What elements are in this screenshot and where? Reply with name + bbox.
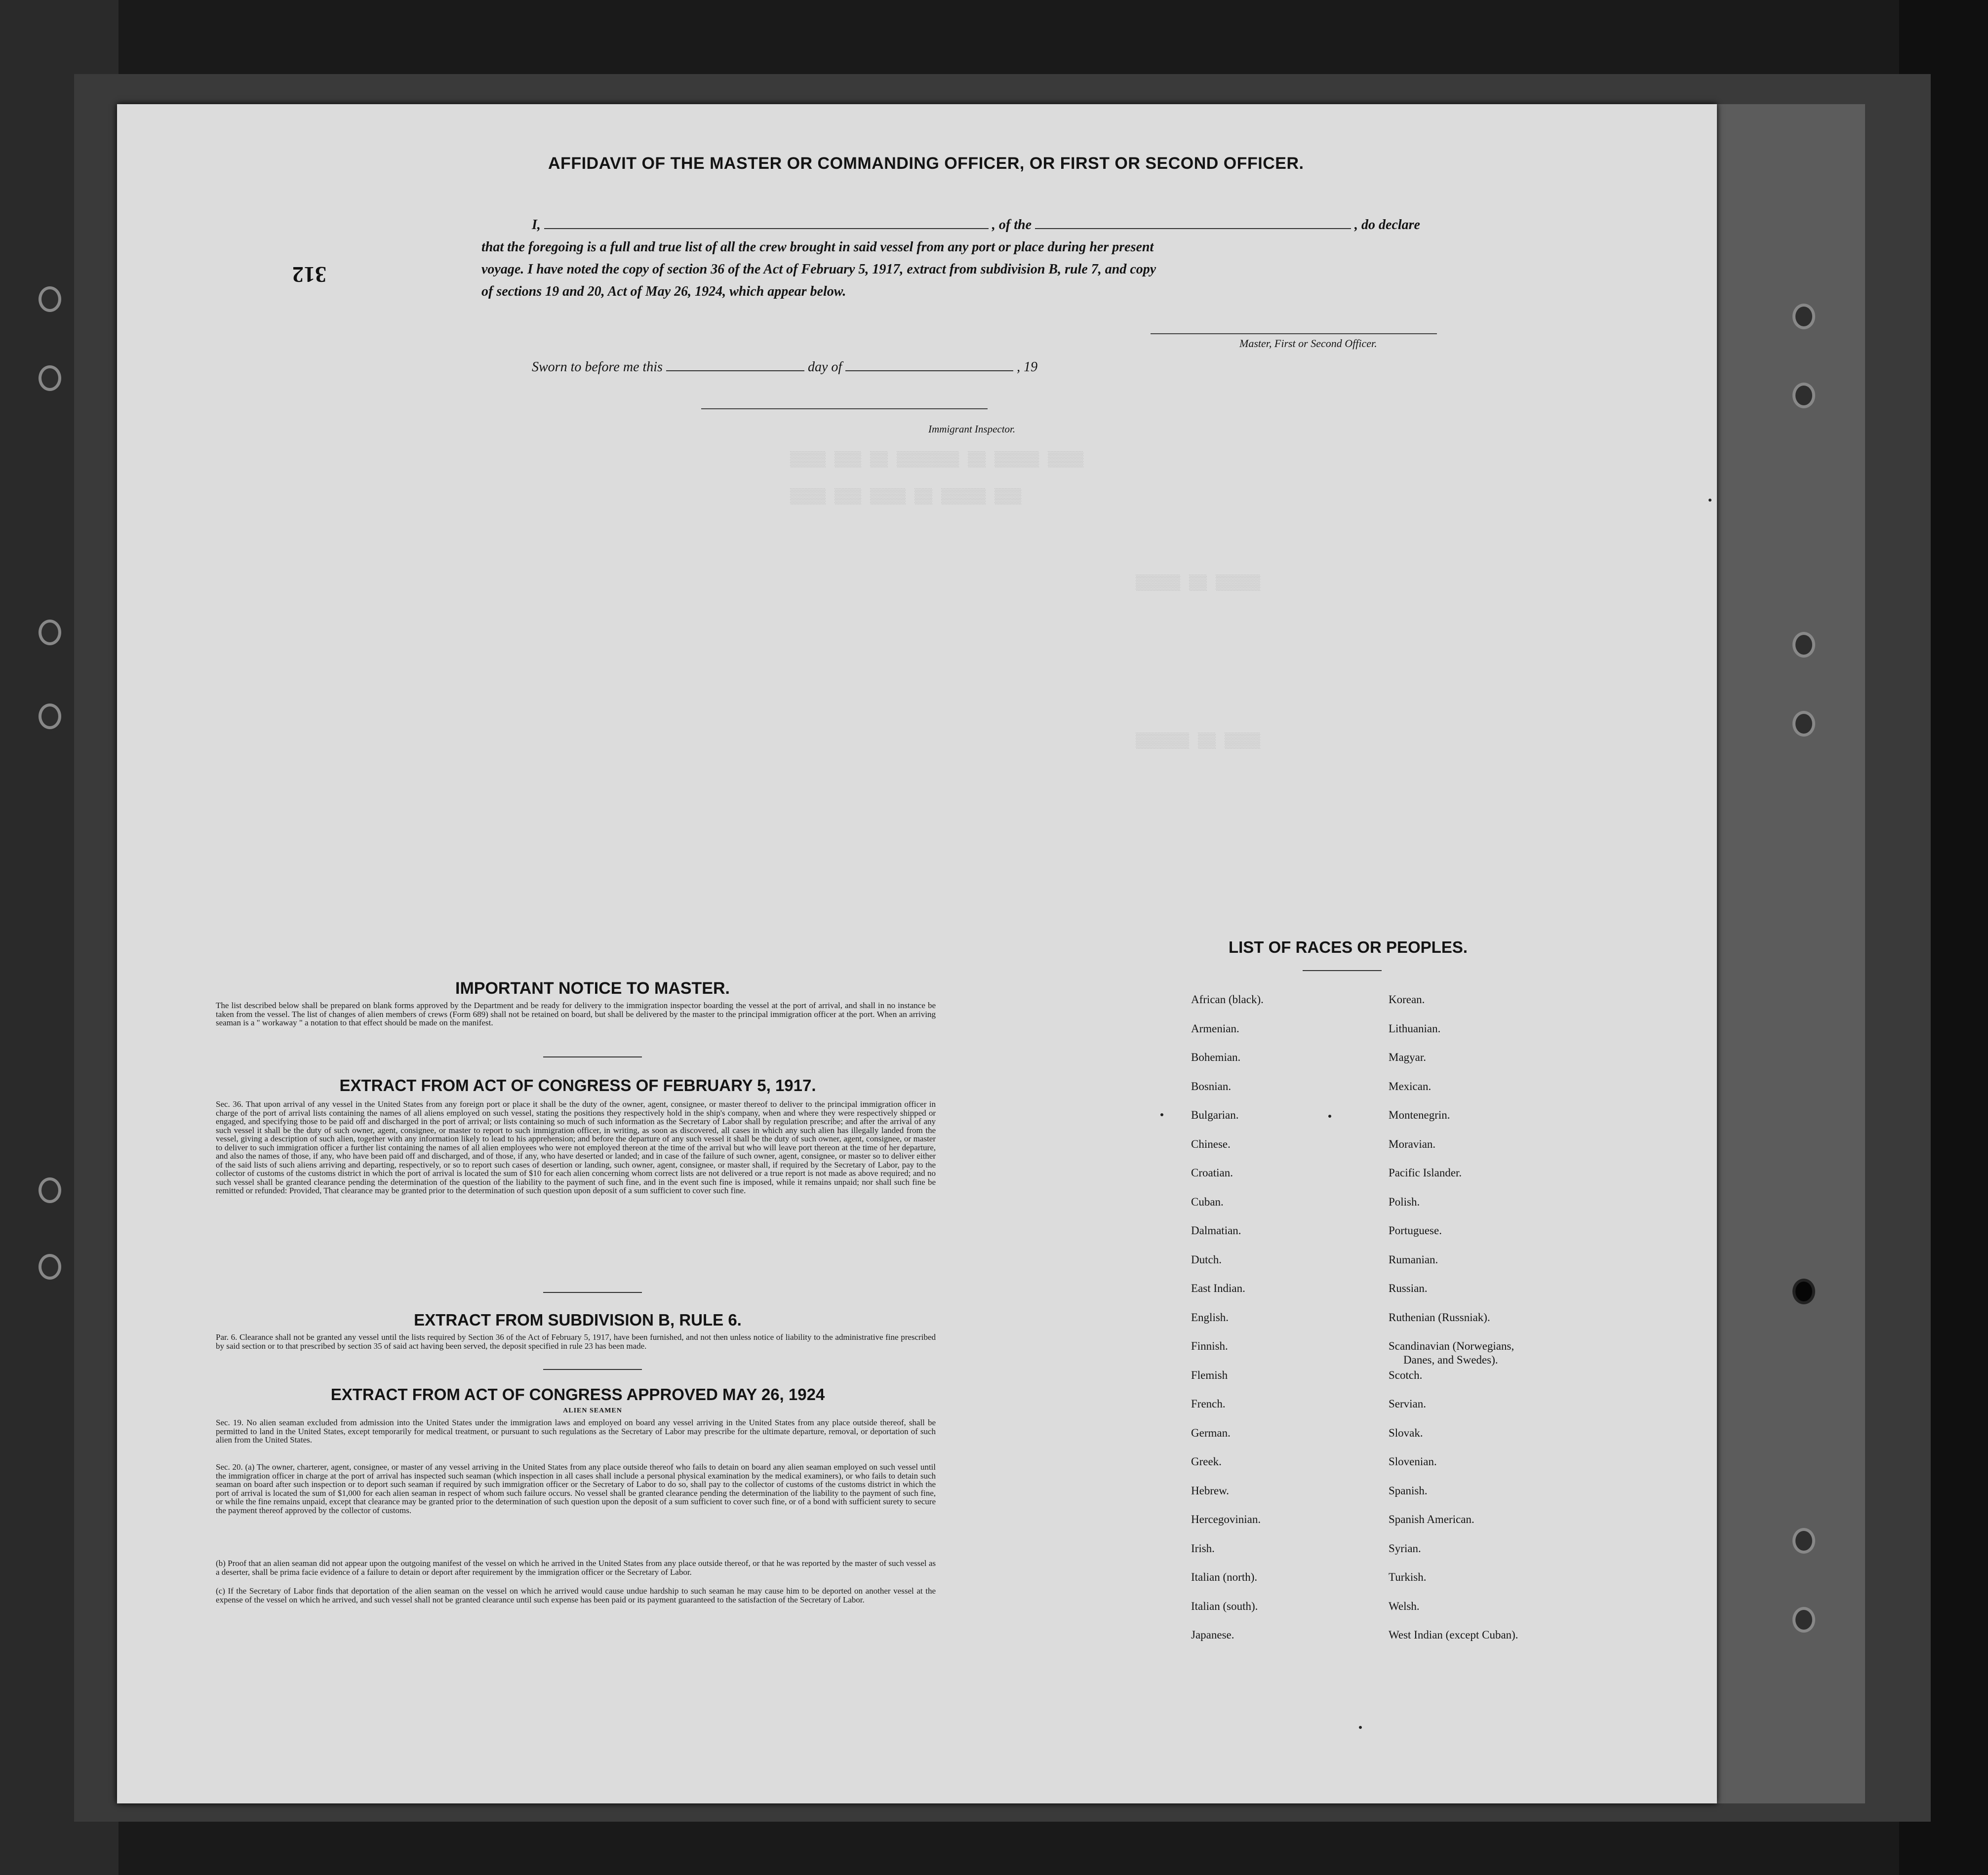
bleed-through-row: ▒▒▒▒ ▒▒ ▒▒▒▒▒▒ xyxy=(1136,733,1261,750)
race-item: Bohemian. xyxy=(1191,1051,1241,1063)
race-item: French. xyxy=(1191,1398,1226,1410)
race-item: Irish. xyxy=(1191,1542,1215,1555)
race-item: Moravian. xyxy=(1389,1137,1436,1150)
races-column-right xyxy=(1389,993,1518,1658)
notice-title: IMPORTANT NOTICE TO MASTER. xyxy=(455,979,730,998)
sworn-year: , 19 xyxy=(1017,359,1038,375)
races-title: LIST OF RACES OR PEOPLES. xyxy=(1228,938,1468,956)
bleed-through-row: ▒▒▒▒▒ ▒▒ ▒▒▒▒▒ xyxy=(1136,575,1261,592)
affidavit-line-3: voyage. I have noted the copy of section 36 of the Act of February 5, 1917, extract from subdivision B, rule 7, and copy xyxy=(481,262,1156,277)
binder-hole-icon xyxy=(1792,1279,1815,1304)
race-item: Welsh. xyxy=(1389,1600,1420,1612)
affidavit-line-1 xyxy=(532,217,1420,233)
binder-hole-icon xyxy=(1792,304,1815,329)
master-signature-line xyxy=(1151,333,1437,334)
race-item: Scandinavian (Norwegians, xyxy=(1389,1340,1514,1352)
binder-hole-icon xyxy=(39,365,61,391)
race-item: English. xyxy=(1191,1311,1229,1324)
race-item: Spanish. xyxy=(1389,1484,1428,1497)
sec-20c-text: (c) If the Secretary of Labor finds that deportation of the alien seaman on the vessel on which he arrived would cause undue hardship to such seaman he may cause him to be deported on another vessel at the expense of the vessel on which he arrived, and such vessel shall not be granted clearance until such expense has been paid or its payment guaranteed to the satisfaction of the Secretary of Labor. xyxy=(216,1586,936,1604)
race-item: Bosnian. xyxy=(1191,1080,1232,1093)
binder-hole-icon xyxy=(1792,1528,1815,1554)
race-item: Lithuanian. xyxy=(1389,1022,1441,1035)
underlying-manifest-edge xyxy=(1717,104,1865,1803)
races-column-left xyxy=(1191,993,1264,1658)
sec-19-text: Sec. 19. No alien seaman excluded from admission into the United States under the immigration laws and employed on board any vessel arriving in the United States from any place outside thereof, shall be permitted to land in the United States, except temporarily for medical treatment, or pursuant to such regulations as the Secretary of Labor may prescribe for the ultimate departure, removal, or deportation of such alien from the United States. xyxy=(216,1418,936,1445)
name-blank xyxy=(544,227,989,229)
race-item: Portuguese. xyxy=(1389,1224,1442,1237)
races-title-underline xyxy=(1303,970,1382,971)
race-item: Croatian. xyxy=(1191,1167,1233,1179)
binder-hole-icon xyxy=(39,620,61,645)
affidavit-declare: , do declare xyxy=(1354,217,1420,233)
binder-hole-icon xyxy=(1792,711,1815,737)
binder-hole-icon xyxy=(1792,632,1815,658)
master-signature-caption: Master, First or Second Officer. xyxy=(1239,337,1377,350)
race-item: Spanish American. xyxy=(1389,1513,1474,1525)
race-item: Bulgarian. xyxy=(1191,1109,1239,1121)
race-item: Turkish. xyxy=(1389,1571,1427,1583)
race-item: Greek. xyxy=(1191,1455,1222,1468)
race-item: Hercegovinian. xyxy=(1191,1513,1261,1525)
binder-hole-icon xyxy=(39,703,61,729)
ink-dot xyxy=(1328,1115,1331,1118)
race-item: West Indian (except Cuban). xyxy=(1389,1629,1518,1641)
sec-20a-text: Sec. 20. (a) The owner, charterer, agent, consignee, or master of any vessel arriving in the United States from any place outside thereof who fails to detain on board any alien seaman employed on such vessel until the immigration officer in charge at the port of arrival has inspected such seaman (which inspection in all cases shall include a personal physical examination by the medical examiners), or who fails to detain such seaman on board after such inspection or to deport such seaman if required by such immigration officer or the Secretary of Labor to do so, shall pay to the collector of customs of the customs district in which the port of arrival is located the sum of $1,000 for each alien seaman in respect of whom such failure occurs. No vessel shall be granted clearance pending the determination of the liability to the payment of such fine, or while the fine remains unpaid, except that clearance may be granted prior to the determination of such question upon the deposit of a sum sufficient to cover such fine, or of a bond with sufficient surety to secure the payment thereof approved by the collector of customs. xyxy=(216,1462,936,1515)
extract-1924-subtitle: ALIEN SEAMEN xyxy=(563,1407,622,1414)
affidavit-i: I, xyxy=(532,217,541,233)
race-item: Finnish. xyxy=(1191,1340,1228,1352)
sworn-day-of: day of xyxy=(807,359,842,375)
binder-hole-icon xyxy=(39,1254,61,1280)
extract-1917-body: Sec. 36. That upon arrival of any vessel in the United States from any foreign port or place it shall be the duty of the owner, agent, consignee, or master thereof to deliver to the principal immigration officer in charge of the port of arrival lists containing the names of all aliens employed on such vessel, stating the positions they respectively hold in the ship's company, when and where they were respectively shipped or engaged, and specifying those to be paid off and discharged in the port of arrival; or lists containing so much of such information as the Secretary of Labor shall by regulation prescribe; and after the arrival of any such vessel it shall be the duty of such owner, agent, consignee, or master to report to such immigration officer, in writing, as soon as discovered, all cases in which any such alien has illegally landed from the vessel, giving a description of such alien, together with any information likely to lead to his apprehension; and before the departure of any such vessel it shall be the duty of such owner, agent, consignee, or master to deliver to such immigration officer a further list containing the names of all alien employees who were not employed thereon at the time of the arrival but who will leave port thereon at the time of her departure, and also the names of those, if any, who have been paid off and discharged, and of those, if any, who have deserted or landed; and in case of the failure of such owner, agent, consignee, or master so to deliver either of the said lists of such aliens arriving and departing, respectively, or so to report such cases of desertion or landing, such owner, agent, consignee, or master shall, if required by the Secretary of Labor, pay to the collector of customs of the customs district in which the port of arrival is located the sum of $10 for each alien concerning whom correct lists are not delivered or a true report is not made as above required; and no such vessel shall be granted clearance pending the determination of the question of the liability to the payment of such fine, and in the event such fine is imposed, while it remains unpaid; nor shall such fine be remitted or refunded: Provided, That clearance may be granted prior to the determination of such question upon deposit of a sum sufficient to cover such fine. xyxy=(216,1099,936,1195)
affidavit-title: AFFIDAVIT OF THE MASTER OR COMMANDING OFFICER, OR FIRST OR SECOND OFFICER. xyxy=(548,154,1304,173)
affidavit-of-the: , of the xyxy=(992,217,1032,233)
race-item: East Indian. xyxy=(1191,1282,1245,1294)
vessel-blank xyxy=(1035,227,1351,229)
race-item: Armenian. xyxy=(1191,1022,1239,1035)
ink-dot xyxy=(1160,1113,1163,1116)
race-item: Cuban. xyxy=(1191,1195,1224,1208)
race-item: German. xyxy=(1191,1426,1231,1439)
affidavit-line-2: that the foregoing is a full and true list of all the crew brought in said vessel from any port or place during her present xyxy=(481,239,1154,255)
race-item: Hebrew. xyxy=(1191,1484,1230,1497)
sworn-month-blank xyxy=(845,369,1013,371)
race-item: African (black). xyxy=(1191,993,1264,1006)
race-item: Dalmatian. xyxy=(1191,1224,1241,1237)
race-item: Dutch. xyxy=(1191,1253,1222,1266)
extract-1917-title: EXTRACT FROM ACT OF CONGRESS OF FEBRUARY 5, 1917. xyxy=(339,1076,816,1094)
race-item: Slovenian. xyxy=(1389,1455,1437,1468)
race-item: Danes, and Swedes). xyxy=(1403,1354,1498,1366)
race-item: Mexican. xyxy=(1389,1080,1431,1093)
race-item: Servian. xyxy=(1389,1398,1427,1410)
notice-body: The list described below shall be prepared on blank forms approved by the Department and be ready for delivery to the immigration inspector boarding the vessel at the port of arrival, and shall in no instance be taken from the vessel. The list of changes of alien members of crews (Form 689) shall not be retained on board, but shall be delivered by the master to the principal immigration officer at the port. When an arriving seaman is a " workaway " a notation to that effect should be made on the manifest. xyxy=(216,1001,936,1027)
ink-dot xyxy=(1709,499,1711,502)
binder-hole-icon xyxy=(39,1177,61,1203)
ink-dot xyxy=(1359,1726,1362,1729)
affidavit-line-4: of sections 19 and 20, Act of May 26, 1924, which appear below. xyxy=(481,284,846,299)
section-divider xyxy=(543,1056,642,1057)
binder-hole-icon xyxy=(1792,1607,1815,1633)
bleed-through-row: ▒▒▒▒ ▒▒▒▒▒ ▒▒ ▒▒▒▒▒▒▒ ▒▒ ▒▒▒ ▒▒▒▒ xyxy=(790,452,1084,469)
race-item: Pacific Islander. xyxy=(1389,1167,1462,1179)
race-item: Rumanian. xyxy=(1389,1253,1438,1266)
sworn-date-blank xyxy=(666,369,804,371)
binder-hole-icon xyxy=(39,286,61,312)
bleed-through-row: ▒▒▒ ▒▒▒▒▒ ▒▒ ▒▒▒▒ ▒▒▒ ▒▒▒▒ xyxy=(790,489,1022,506)
race-item: Montenegrin. xyxy=(1389,1109,1450,1121)
race-item: Chinese. xyxy=(1191,1137,1231,1150)
race-item: Japanese. xyxy=(1191,1629,1234,1641)
inspector-caption: Immigrant Inspector. xyxy=(928,423,1016,435)
race-item: Slovak. xyxy=(1389,1426,1423,1439)
race-item: Italian (north). xyxy=(1191,1571,1258,1583)
race-item: Ruthenian (Russniak). xyxy=(1389,1311,1490,1324)
section-divider xyxy=(543,1369,642,1370)
race-item: Magyar. xyxy=(1389,1051,1427,1063)
inspector-signature-line xyxy=(701,408,988,409)
extract-rule6-body: Par. 6. Clearance shall not be granted any vessel until the lists required by Section 36 of the Act of February 5, 1917, have been furnished, and not then unless notice of liability to the administrative fine prescribed by said section or to that prescribed by section 35 of said act having been served, the deposit specified in rule 23 has been made. xyxy=(216,1332,936,1351)
race-item: Korean. xyxy=(1389,993,1425,1006)
race-item: Flemish xyxy=(1191,1368,1228,1381)
race-item: Russian. xyxy=(1389,1282,1428,1294)
sec-20b-text: (b) Proof that an alien seaman did not appear upon the outgoing manifest of the vessel on which he arrived in the United States from any place outside thereof, or that he was reported by the master of such vessel as a deserter, shall be prima facie evidence of a failure to detain or deport after requirement by the immigration officer or the Secretary of Labor. xyxy=(216,1559,936,1577)
sworn-line xyxy=(532,359,1037,375)
extract-rule6-title: EXTRACT FROM SUBDIVISION B, RULE 6. xyxy=(414,1311,742,1329)
section-divider xyxy=(543,1292,642,1293)
race-item: Polish. xyxy=(1389,1195,1420,1208)
extract-1924-title: EXTRACT FROM ACT OF CONGRESS APPROVED MAY 26, 1924 xyxy=(330,1385,825,1404)
race-item: Italian (south). xyxy=(1191,1600,1258,1612)
stamp-number: 312 xyxy=(292,262,326,287)
race-item: Scotch. xyxy=(1389,1368,1423,1381)
sworn-prefix: Sworn to before me this xyxy=(532,359,663,375)
binder-hole-icon xyxy=(1792,383,1815,408)
race-item: Syrian. xyxy=(1389,1542,1421,1555)
